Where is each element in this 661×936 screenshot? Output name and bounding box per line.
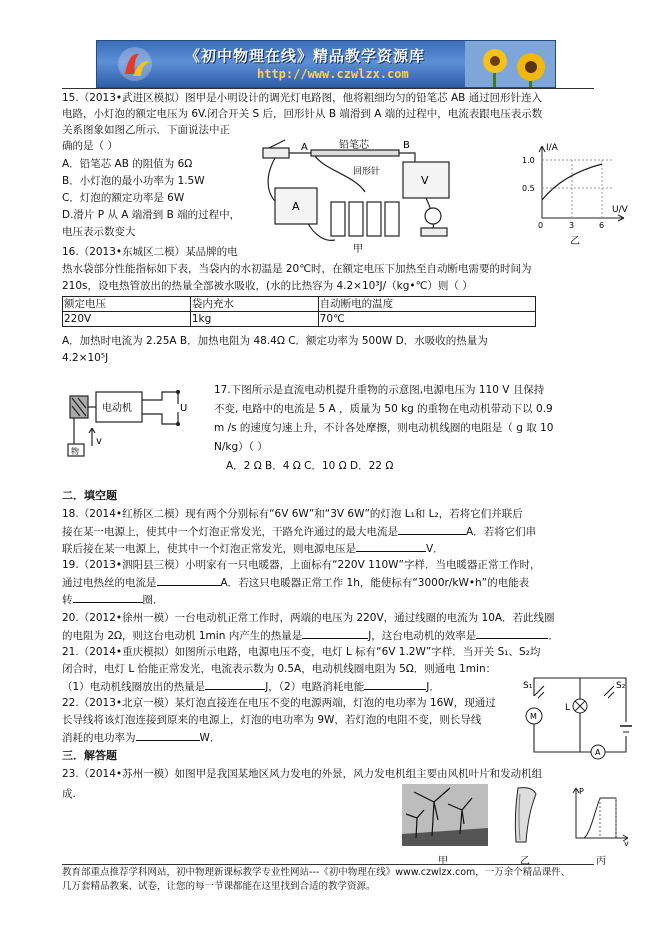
q18-line-2-tail: A．若将它们串	[466, 526, 537, 538]
fig-voltmeter-label: V	[421, 174, 429, 187]
q15-line-2: 电路，小灯泡的额定电压为 6V.闭合开关 S 后，回形针从 B 端滑到 A 端的过程中，电流表跟电压表示数	[62, 108, 543, 120]
q20-line-2-text: 的电阻为 2Ω，则这台电动机 1min 内产生的热量是	[62, 630, 303, 642]
site-logo-icon	[115, 44, 155, 84]
footer-rule	[62, 864, 594, 865]
header-rule	[62, 88, 594, 89]
q21-circuit-figure	[520, 672, 640, 762]
q19-line-3	[62, 591, 164, 608]
graph-ylabel: I/A	[546, 143, 558, 153]
table-header-cell: 袋内充水	[190, 297, 318, 312]
q15-option-b: B．小灯泡的最小功率为 1.5W	[62, 175, 205, 187]
q16-line-1: 16.（2013•东城区二模）某品牌的电	[62, 246, 238, 258]
q18-answer-blank-2[interactable]	[356, 540, 426, 552]
q18-line-2-text: 接在某一电源上，使其中一个灯泡正常发光，干路允许通过的最大电流是	[62, 526, 398, 538]
q22-line-3-text: 消耗的电功率为	[62, 732, 136, 744]
q21-line-2: 闭合时，电灯 L 恰能正常发光，电流表示数为 0.5A，电动机线圈电阻为 5Ω．则通电 1min：	[62, 663, 497, 675]
q19-line-3-tail: 圈．	[142, 594, 164, 606]
q15-option-a: A．铅笔芯 AB 的阻值为 6Ω	[62, 158, 193, 170]
q20-line-2-tail: ．	[548, 630, 559, 642]
weight-label: 物	[71, 447, 79, 456]
q15-line-3: 关系图象如图乙所示．下面说法中正	[62, 124, 230, 136]
q18-line-3-tail: V．	[426, 543, 444, 555]
q15-line-1: 15.（2013•武进区模拟）图甲是小明设计的调光灯电路图，他将粗细均匀的铅笔芯 AB 通过回形针连入	[62, 92, 543, 104]
voltage-label: U	[180, 403, 188, 414]
q20-answer-blank-1[interactable]	[302, 627, 368, 639]
q16-options-1: A．加热时电流为 2.25A B．加热电阻为 48.4Ω C．额定功率为 500W D．水吸收的热量为	[62, 335, 488, 347]
fig-caption-yi: 乙	[570, 236, 580, 247]
motor-m-label: M	[530, 712, 537, 721]
q15-option-d: D.滑片 P 从 A 端滑到 B 端的过程中，	[62, 209, 241, 221]
graph-ytick-2: 0.5	[522, 184, 535, 193]
q21-line-3	[62, 678, 440, 695]
q22-line-3	[62, 729, 220, 746]
q16-line-2: 热水袋部分性能指标如下表，当袋内的水初温是 20℃时，在额定电压下加热至自动断电需要的时间为	[62, 263, 532, 275]
graph-xtick-6: 6	[599, 221, 605, 230]
fig-label-b: B	[403, 140, 410, 151]
q21-answer-blank-2[interactable]	[364, 678, 426, 690]
q21-line-3-tail: J．	[426, 681, 440, 693]
banner-title: 《初中物理在线》精品教学资源库	[185, 47, 426, 65]
q22-line-2: 长导线将该灯泡连接到原来的电源上，灯泡的电功率为 9W，若灯泡的电阻不变，则长导线	[62, 714, 482, 726]
table-cell: 70℃	[318, 312, 535, 327]
q23-caption-yi: 乙	[520, 856, 530, 867]
q20-line-1: 20.（2012•徐州一模）一台电动机正常工作时，两端的电压为 220V，通过线圈的电流为 10A．若此线圈	[62, 612, 555, 624]
q23-caption-bing: 丙	[596, 856, 606, 867]
section-fill-blank-heading: 二．填空题	[62, 489, 117, 502]
q18-line-2	[62, 523, 536, 540]
footer-line-1: 教育部重点推荐学科网站，初中物理新课标教学专业性网站---《初中物理在线》www.czwlzx.com，一万余个精品课件、	[62, 867, 571, 878]
table-cell: 220V	[63, 312, 191, 327]
q20-line-2-mid: J，这台电动机的效率是	[368, 630, 477, 642]
q19-line-1: 19.（2013•泗阳县三模）小明家有一只电暖器，上面标有“220V 110W”字样．当电暖器正常工作时，	[62, 559, 541, 571]
switch-s2-label: S₂	[616, 681, 626, 691]
q17-options: A．2 Ω B．4 Ω C．10 Ω D．22 Ω	[226, 460, 394, 472]
q17-motor-figure	[66, 382, 206, 460]
graph-xlabel: U/V	[612, 205, 628, 215]
q15-circuit-figure	[255, 136, 475, 254]
q15-graph-figure	[514, 140, 634, 250]
sunflower-icon	[465, 41, 555, 87]
q22-line-3-tail: W．	[199, 732, 221, 744]
power-graph-ylabel: P	[579, 787, 584, 796]
fig-caption-jia: 甲	[353, 244, 363, 254]
q19-answer-blank-1[interactable]	[157, 574, 221, 586]
q23-blade-figure	[506, 784, 542, 846]
q22-line-1: 22.（2013•北京一模）某灯泡直接连在电压不变的电源两端，灯泡的电功率为 16W，现通过	[62, 697, 496, 709]
switch-s1-label: S₁	[523, 681, 533, 691]
section-answer-heading: 三．解答题	[62, 749, 117, 762]
motor-label: 电动机	[102, 403, 132, 414]
power-graph-xlabel: v	[624, 839, 629, 846]
q18-answer-blank-1[interactable]	[398, 523, 466, 535]
graph-xtick-0: 0	[538, 221, 544, 230]
q17-line-1: 17.下图所示是直流电动机提升重物的示意图,电源电压为 110 V 且保持	[214, 384, 545, 396]
q23-caption-jia: 甲	[438, 856, 448, 867]
q19-line-3-text: 转	[62, 594, 73, 606]
q16-options-2: 4.2×10⁵J	[62, 352, 109, 364]
q23-power-graph	[570, 784, 632, 846]
q17-line-3: m /s 的速度匀速上升，不计各处摩擦，则电动机线圈的电阻是（ g 取 10	[214, 422, 554, 434]
q19-line-2-tail: A．若这只电暖器正常工作 1h，能使标有“3000r/kW•h”的电能表	[220, 577, 530, 589]
q20-line-2	[62, 627, 559, 644]
graph-ytick-1: 1.0	[522, 156, 535, 165]
lamp-label: L	[565, 703, 571, 713]
q21-answer-blank-1[interactable]	[205, 678, 265, 690]
q15-option-c: C．灯泡的额定功率是 6W	[62, 192, 185, 204]
q23-wind-farm-photo	[402, 784, 488, 846]
q21-line-3-text: （1）电动机线圈放出的热量是	[62, 681, 206, 693]
q16-line-3: 210s，设电热管放出的热量全部被水吸收，(水的比热容为 4.2×10³J/（kg•℃）则（ ）	[62, 280, 473, 292]
banner-url[interactable]: http://www.czwlzx.com	[257, 67, 409, 81]
header-banner	[96, 40, 556, 88]
q18-line-3-text: 联后接在某一电源上，使其中一个灯泡正常发光，则电源电压是	[62, 543, 356, 555]
table-row	[63, 297, 536, 312]
q17-line-4: N/kg）（ ）	[214, 441, 268, 453]
q19-line-2-text: 通过电热丝的电流是	[62, 577, 157, 589]
table-header-cell: 额定电压	[63, 297, 191, 312]
q18-line-1: 18.（2014•红桥区二模）现有两个分别标有“6V 6W”和“3V 6W”的灯泡 L₁和 L₂，若将它们并联后	[62, 508, 523, 520]
fig-label-clip: 回形针	[353, 167, 381, 177]
q21-line-1: 21.（2014•重庆模拟）如图所示电路，电源电压不变，电灯 L 标有“6V 1.2W”字样．当开关 S₁、S₂均	[62, 646, 541, 658]
fig-label-a: A	[301, 142, 308, 153]
q19-answer-blank-2[interactable]	[73, 591, 143, 603]
q17-line-2: 不变, 电路中的电流是 5 A ，质量为 50 kg 的重物在电动机带动下以 0.9	[214, 403, 553, 415]
q16-spec-table	[62, 296, 536, 327]
graph-xtick-3: 3	[569, 221, 575, 230]
fig-label-pencil: 铅笔芯	[339, 140, 369, 151]
velocity-label: v	[96, 436, 102, 447]
table-cell: 1kg	[190, 312, 318, 327]
ammeter-a-label: A	[595, 748, 601, 757]
q21-line-3-mid: J，（2）电路消耗电能	[265, 681, 365, 693]
q20-answer-blank-2[interactable]	[476, 627, 548, 639]
q22-answer-blank[interactable]	[136, 729, 200, 741]
q19-line-2	[62, 574, 529, 591]
table-header-cell: 自动断电的温度	[318, 297, 535, 312]
q23-line-2: 成.	[62, 788, 76, 800]
footer-line-2: 几万套精品教案、试卷，让您的每一节课都能在这里找到合适的教学资源。	[62, 881, 376, 892]
q15-option-d-cont: 电压表示数变大	[62, 226, 136, 238]
q15-line-4: 确的是（ ）	[62, 140, 118, 152]
fig-ammeter-label: A	[292, 200, 300, 213]
q18-line-3	[62, 540, 444, 557]
q23-line-1: 23.（2014•苏州一模）如图甲是我国某地区风力发电的外景，风力发电机组主要由风机叶片和发动机组	[62, 768, 543, 780]
table-row	[63, 312, 536, 327]
